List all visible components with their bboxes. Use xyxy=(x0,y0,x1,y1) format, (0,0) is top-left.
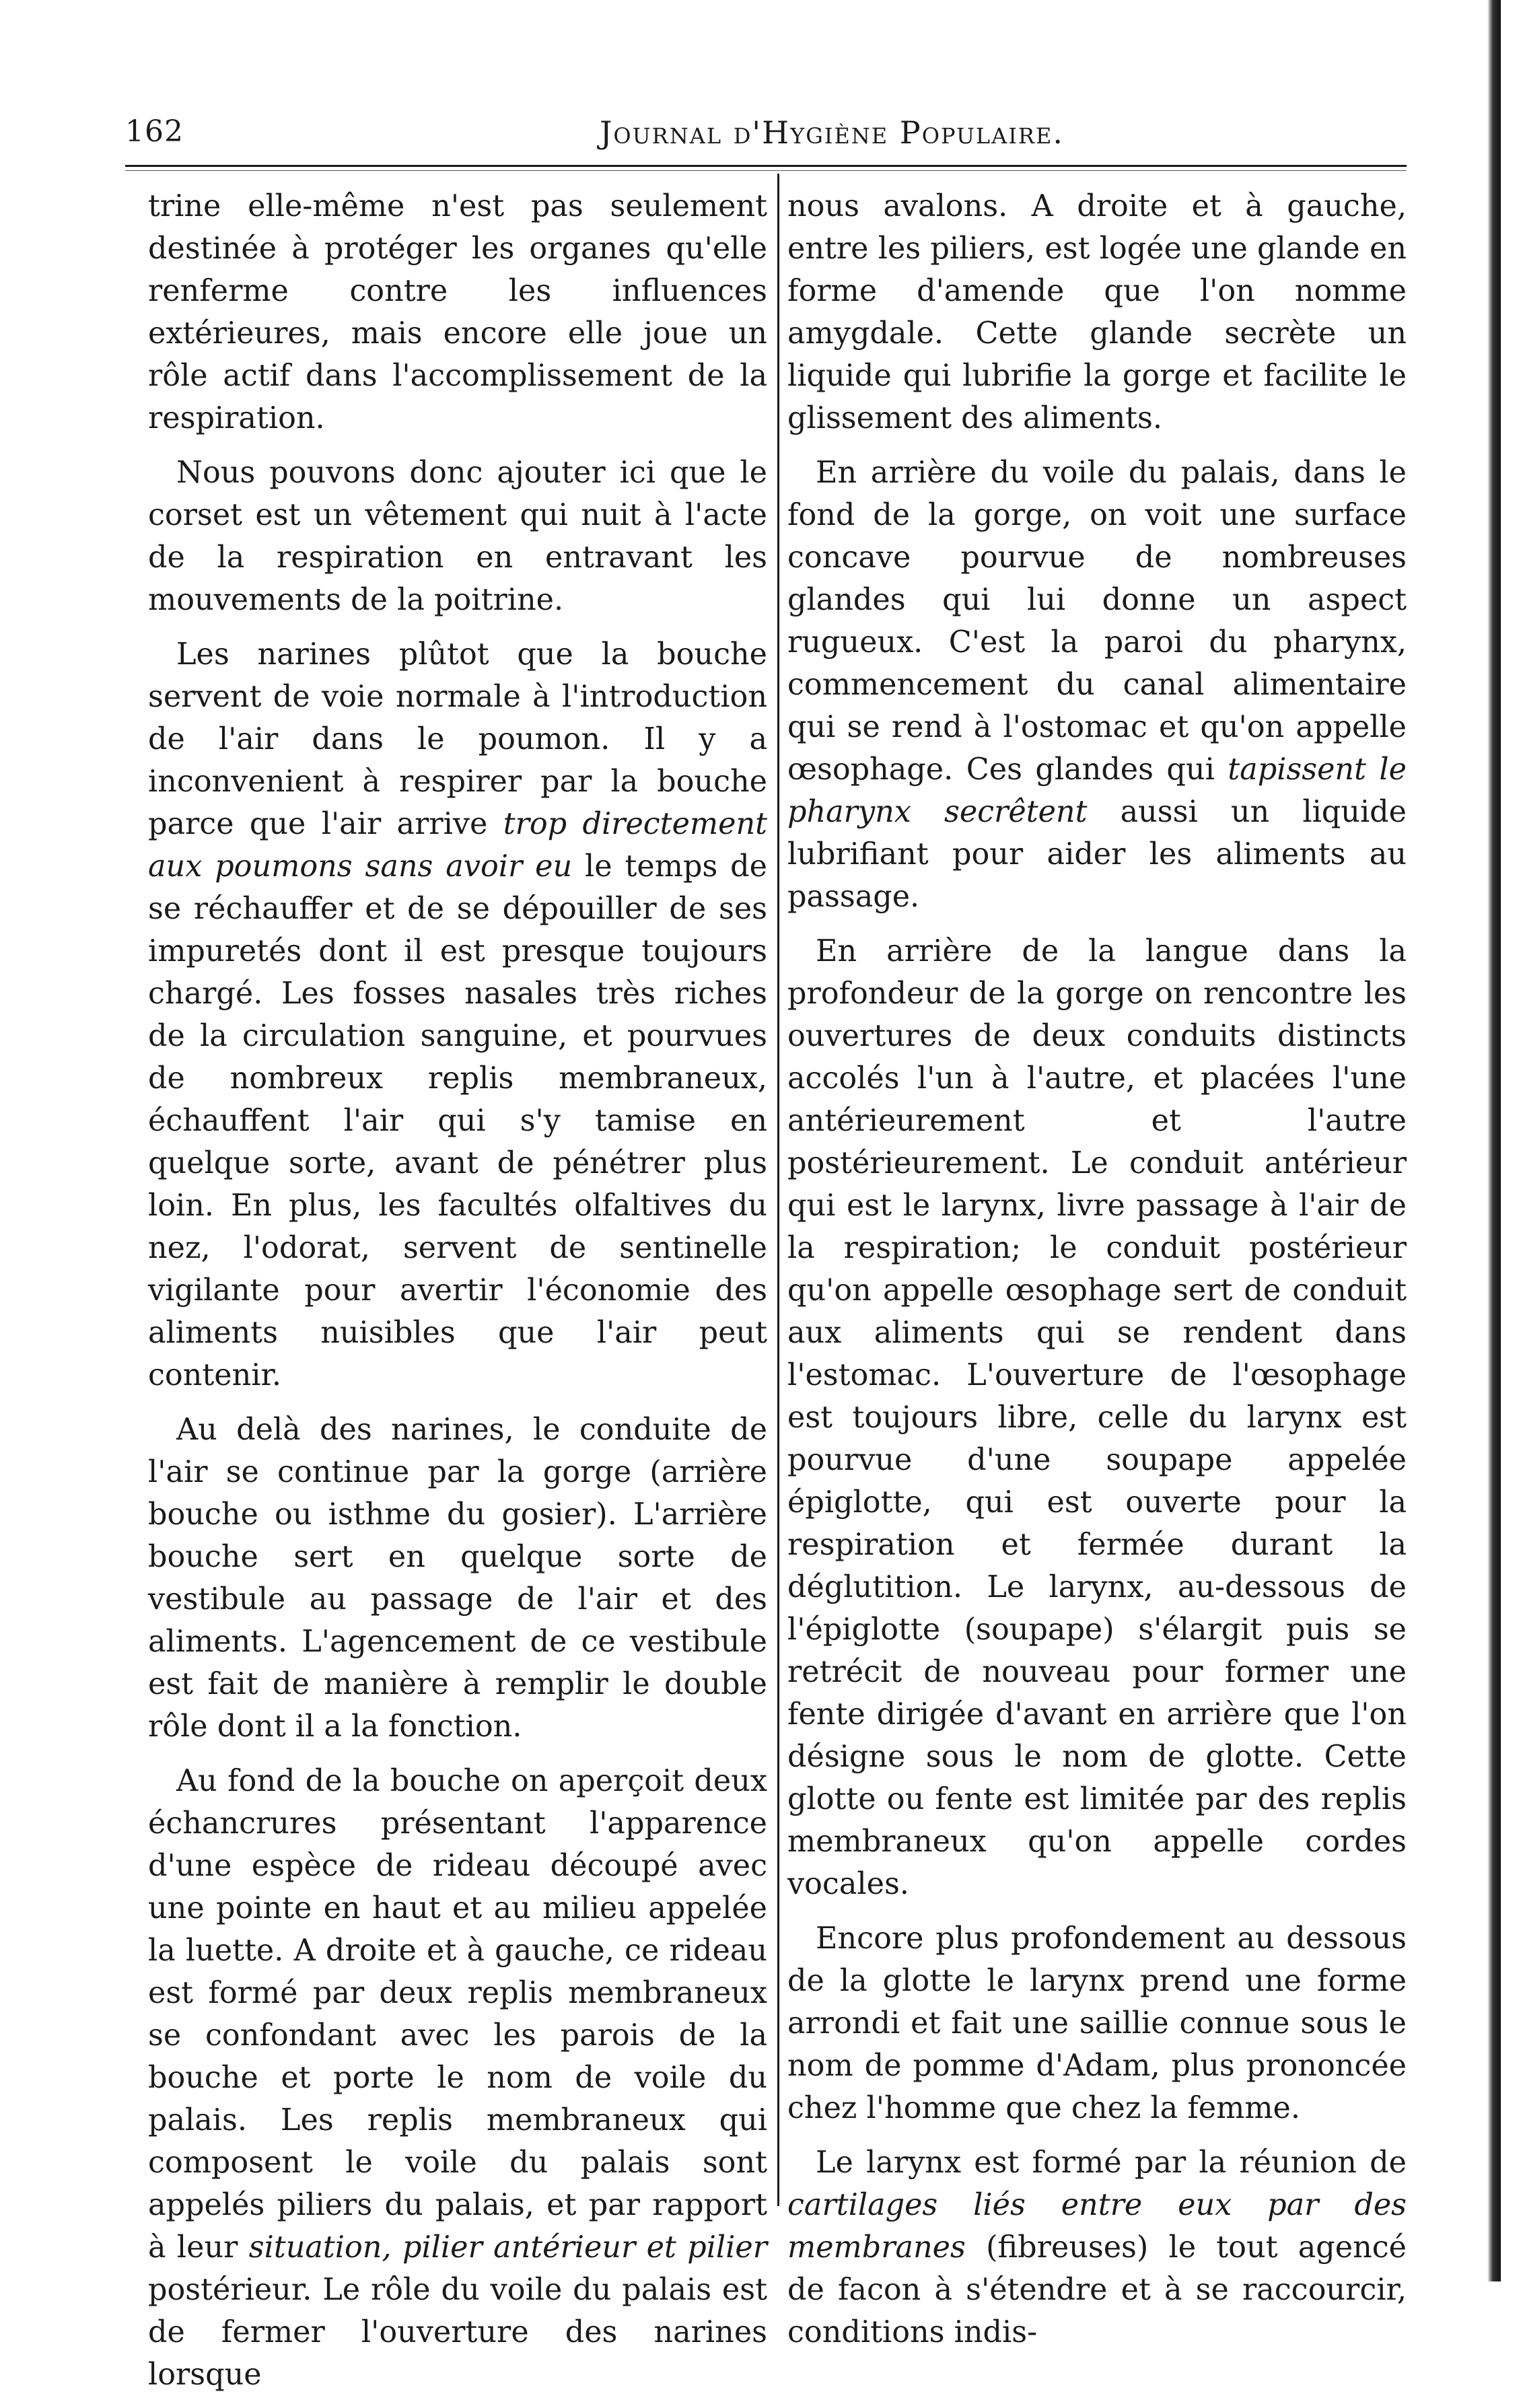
paragraph: trine elle-même n'est pas seulement destinée à protéger les organes qu'elle renferme contre les influences extérieures, mais encore elle joue un rôle actif dans l'accomplissement de la respiration. xyxy=(148,189,767,435)
paragraph: Le larynx est formé par la réunion de cartilages liés entre eux par des membranes (fibreuses) le tout agencé de facon à s'étendre et à se raccourcir, conditions indis- xyxy=(787,2146,1407,2349)
running-title: Journal d'Hygiène Populaire. xyxy=(599,114,1064,151)
left-column xyxy=(148,185,767,2408)
paragraph: Au delà des narines, le conduite de l'air se continue par la gorge (arrière bouche ou isthme du gosier). L'arrière bouche sert en quelque sorte de vestibule au passage de l'air et des aliments. L'agencement de ce vestibule est fait de manière à remplir le double rôle dont il a la fonction. xyxy=(148,1413,767,1744)
paragraph: En arrière du voile du palais, dans le fond de la gorge, on voit une surface concave pourvue de nombreuses glandes qui lui donne un aspect rugueux. C'est la paroi du pharynx, commencement du canal alimentaire qui se rend à l'ostomac et qu'on appelle œsophage. Ces glandes qui tapissent le pharynx secrêtent aussi un liquide lubrifiant pour aider les aliments au passage. xyxy=(787,456,1407,914)
paragraph: Encore plus profondement au dessous de la glotte le larynx prend une forme arrondi et fait une saillie connue sous le nom de pomme d'Adam, plus prononcée chez l'homme que chez la femme. xyxy=(787,1921,1407,2125)
italic-phrase: trop directement aux poumons sans avoir eu xyxy=(148,807,768,884)
page-number: 162 xyxy=(125,114,184,149)
italic-phrase: situation, pilier antérieur et pilier xyxy=(248,2230,767,2265)
paragraph: En arrière de la langue dans la profondeur de la gorge on rencontre les ouvertures de deux conduits distincts accolés l'un à l'autre, et placées l'une antérieurement et l'autre postérieurement. Le conduit antérieur qui est le larynx, livre passage à l'air de la respiration; le conduit postérieur qu'on appelle œsophage sert de conduit aux aliments qui se rendent dans l'estomac. L'ouverture de l'œsophage est toujours libre, celle du larynx est pourvue d'une soupape appelée épiglotte, qui est ouverte pour la respiration et fermée durant la déglutition. Le larynx, au-dessous de l'épiglotte (soupape) s'élargit puis se retrécit de nouveau pour former une fente dirigée d'avant en arrière que l'on désigne sous le nom de glotte. Cette glotte ou fente est limitée par des replis membraneux qu'on appelle cordes vocales. xyxy=(787,934,1407,1901)
paragraph: Nous pouvons donc ajouter ici que le corset est un vêtement qui nuit à l'acte de la respiration en entravant les mouvements de la poitrine. xyxy=(148,456,767,617)
italic-phrase: tapissent le pharynx secrêtent xyxy=(787,752,1407,829)
page-edge-shadow xyxy=(1487,0,1501,2281)
header-rule xyxy=(125,165,1407,167)
italic-phrase: cartilages liés entre eux par des membranes xyxy=(787,2188,1407,2265)
header-rule-thin xyxy=(125,170,1407,171)
page-header xyxy=(125,114,1407,168)
right-column xyxy=(787,185,1407,2366)
column-divider xyxy=(777,174,779,2206)
paragraph: Au fond de la bouche on aperçoit deux échancrures présentant l'apparence d'une espèce de rideau découpé avec une pointe en haut et au milieu appelée la luette. A droite et à gauche, ce rideau est formé par deux replis membraneux se confondant avec les parois de la bouche et porte le nom de voile du palais. Les replis membraneux qui composent le voile du palais sont appelés piliers du palais, et par rapport à leur situation, pilier antérieur et pilier postérieur. Le rôle du voile du palais est de fermer l'ouverture des narines lorsque xyxy=(148,1764,767,2392)
paragraph: Les narines plûtot que la bouche servent de voie normale à l'introduction de l'air dans le poumon. Il y a inconvenient à respirer par la bouche parce que l'air arrive trop directement aux poumons sans avoir eu le temps de se réchauffer et de se dépouiller de ses impuretés dont il est presque toujours chargé. Les fosses nasales très riches de la circulation sanguine, et pourvues de nombreux replis membraneux, échauffent l'air qui s'y tamise en quelque sorte, avant de pénétrer plus loin. En plus, les facultés olfaltives du nez, l'odorat, servent de sentinelle vigilante pour avertir l'économie des aliments nuisibles que l'air peut contenir. xyxy=(148,637,768,1392)
paragraph: nous avalons. A droite et à gauche, entre les piliers, est logée une glande en forme d'amende que l'on nomme amygdale. Cette glande secrète un liquide qui lubrifie la gorge et facilite le glissement des aliments. xyxy=(787,189,1407,435)
